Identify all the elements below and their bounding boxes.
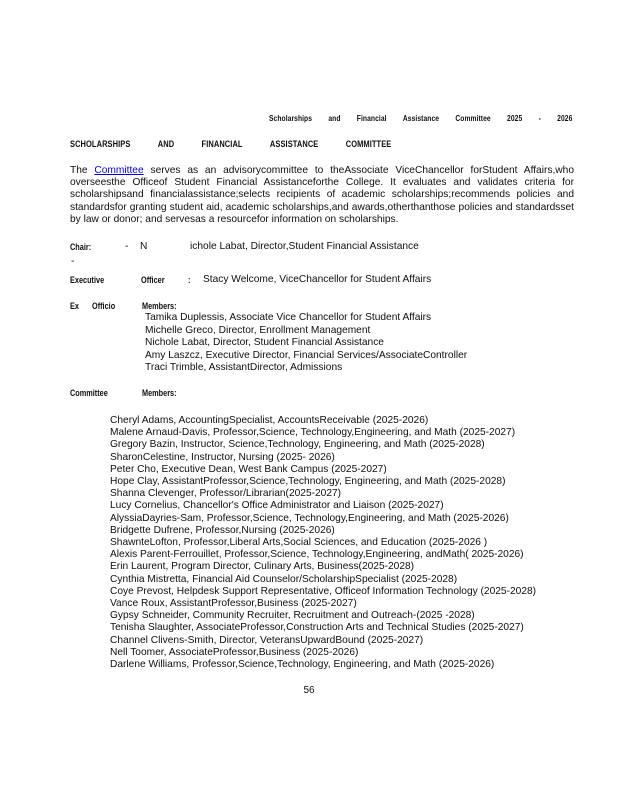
page-title-word: ASSISTANCE — [269, 139, 319, 150]
running-header-word: 2025 — [507, 113, 523, 123]
running-header-word: and — [328, 113, 341, 123]
running-header-word: Scholarships — [269, 113, 313, 123]
list-item: Erin Laurent, Program Director, Culinary Arts, Business(2025-2028) — [110, 561, 415, 573]
page-title-word: SCHOLARSHIPS — [70, 139, 131, 150]
list-item: Tenisha Slaughter, AssociateProfessor,Construction Arts and Technical Studies (2025-2027) — [110, 622, 524, 634]
executive-label-word: Officer — [141, 274, 165, 285]
ex-officio-label-word: Members: — [142, 300, 177, 311]
chair-initial: N — [140, 241, 148, 252]
committee-label-word: Members: — [142, 387, 177, 398]
running-header-word: Assistance — [402, 113, 440, 123]
chair-row — [0, 241, 618, 255]
running-header-word: - — [538, 113, 541, 123]
running-header-word: Financial — [356, 113, 387, 123]
page-title-word: AND — [157, 139, 175, 150]
list-item: Michelle Greco, Director, Enrollment Management — [145, 324, 371, 336]
intro-text-pre: The — [70, 165, 95, 176]
list-item: Vance Roux, AssistantProfessor,Business (2025-2027) — [110, 598, 357, 610]
page-title — [70, 139, 391, 150]
list-item: Nichole Labat, Director, Student Financial Assistance — [145, 337, 384, 349]
ex-officio-member-list — [145, 312, 467, 375]
stray-dash: - — [71, 256, 75, 267]
list-item: Channel Clivens-Smith, Director, VeteransUpwardBound (2025-2027) — [110, 634, 424, 646]
committee-link[interactable]: Committee — [94, 165, 144, 176]
list-item: Alexis Parent-Ferrouillet, Professor,Science, Technology,Engineering, andMath( 2025-2026) — [110, 549, 524, 561]
chair-prefix: - — [125, 241, 129, 252]
chair-value: ichole Labat, Director,Student Financial Assistance — [190, 241, 419, 252]
list-item: Cynthia Mistretta, Financial Aid Counselor/ScholarshipSpecialist (2025-2028) — [110, 573, 458, 585]
executive-officer-row — [0, 274, 618, 288]
list-item: SharonCelestine, Instructor, Nursing (2025- 2026) — [110, 451, 335, 463]
list-item: Nell Toomer, AssociateProfessor,Business (2025-2026) — [110, 646, 359, 658]
page-number: 56 — [303, 685, 315, 696]
intro-paragraph — [70, 165, 574, 226]
executive-value: Stacy Welcome, ViceChancellor for Student Affairs — [203, 274, 432, 285]
list-item: Shanna Clevenger, Professor/Librarian(2025-2027) — [110, 488, 342, 500]
chair-label: Chair: — [70, 241, 92, 252]
running-header — [269, 113, 572, 123]
list-item: AlyssiaDayries-Sam, Professor,Science, Technology,Engineering, and Math (2025-2026) — [110, 512, 509, 524]
page-title-word: COMMITTEE — [345, 139, 392, 150]
list-item: Cheryl Adams, AccountingSpecialist, AccountsReceivable (2025-2026) — [110, 415, 429, 426]
ex-officio-label-word: Ex — [70, 300, 79, 311]
list-item: Gypsy Schneider, Community Recruiter, Recruitment and Outreach-(2025 -2028) — [110, 610, 475, 622]
list-item: Tamika Duplessis, Associate Vice Chancellor for Student Affairs — [145, 312, 432, 323]
page-title-word: FINANCIAL — [201, 139, 243, 150]
list-item: Coye Prevost, Helpdesk Support Representative, Officeof Information Technology (2025-2028) — [110, 585, 537, 597]
list-item: Traci Trimble, AssistantDirector, Admissions — [145, 362, 343, 374]
running-header-word: Committee — [455, 113, 491, 123]
executive-label-colon: : — [188, 274, 191, 285]
list-item: Lucy Cornelius, Chancellor's Office Administrator and Liaison (2025-2027) — [110, 500, 444, 512]
executive-label-word: Executive — [70, 274, 105, 285]
list-item: Bridgette Dufrene, Professor,Nursing (2025-2026) — [110, 524, 335, 536]
list-item: Amy Laszcz, Executive Director, Financial Services/AssociateController — [145, 349, 468, 361]
committee-member-list — [110, 415, 536, 671]
list-item: Malene Arnaud-Davis, Professor,Science, Technology,Engineering, and Math (2025-2027) — [110, 427, 516, 439]
running-header-word: 2026 — [557, 113, 573, 123]
committee-members-heading — [0, 387, 618, 401]
list-item: Darlene Williams, Professor,Science,Technology, Engineering, and Math (2025-2026) — [110, 659, 495, 671]
list-item: Gregory Bazin, Instructor, Science,Technology, Engineering, and Math (2025-2028) — [110, 439, 485, 451]
list-item: Hope Clay, AssistantProfessor,Science,Technology, Engineering, and Math (2025-2028) — [110, 476, 506, 488]
list-item: Peter Cho, Executive Dean, West Bank Campus (2025-2027) — [110, 463, 387, 475]
list-item: ShawnteLofton, Professor,Liberal Arts,Social Sciences, and Education (2025-2026 ) — [110, 537, 488, 549]
ex-officio-label-word: Officio — [92, 300, 116, 311]
committee-label-word: Committee — [70, 387, 108, 398]
intro-text-post: serves as an advisorycommittee to theAssociate ViceChancellor forStudent Affairs,who overseesthe Officeof Student Financial Assistanceforthe College. It evaluates and validates criteria for scholarshipsand financialassistance;selects recipients of academic scholarships;recommends policies and standardsfor granting student aid, academic scholarships,and awards,otherthanthose policies and standardsset by law or donor; and servesas a resourcefor information on scholarships. — [70, 165, 574, 225]
stray-dash-row — [0, 256, 618, 270]
